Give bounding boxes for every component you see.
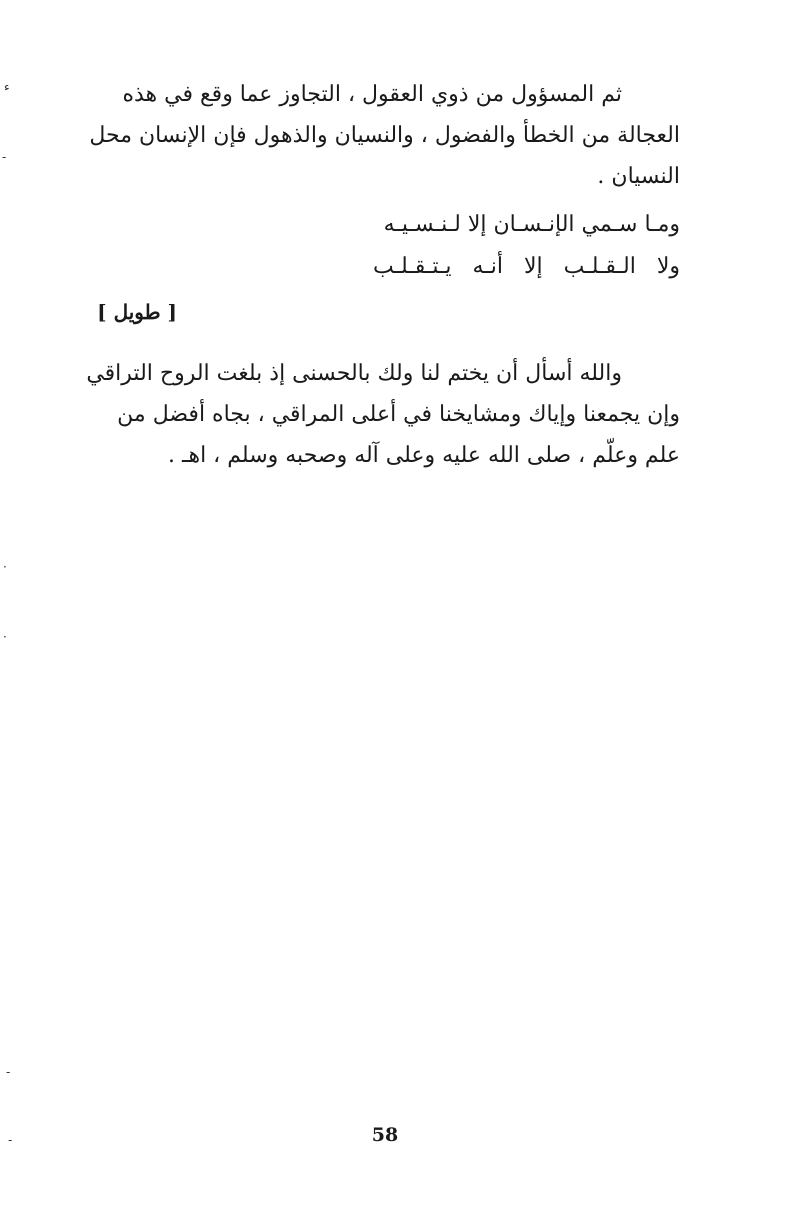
margin-mark: · — [3, 560, 7, 574]
poetic-meter-label: [ طويل ] — [97, 300, 177, 324]
text-line: علم وعلّم ، صلى الله عليه وعلى آله وصحبه وسلم ، اهـ . — [168, 443, 680, 468]
paragraph-1 — [88, 74, 680, 197]
text-line: والله أسأل أن يختم لنا ولك بالحسنى إذ بلغت الروح التراقي — [86, 361, 622, 386]
verse-line-1: ومـا سـمي الإنـسـان إلا لـنـسـيـه — [383, 212, 680, 237]
page-number: 58 — [371, 1124, 399, 1146]
paragraph-2 — [88, 353, 680, 476]
margin-mark: - — [8, 1133, 13, 1147]
text-line: ثم المسؤول من ذوي العقول ، التجاوز عما وقع في هذه — [122, 82, 622, 107]
margin-mark: - — [6, 1065, 11, 1079]
margin-mark: · — [3, 630, 7, 644]
text-line: العجالة من الخطأ والفضول ، والنسيان والذهول فإن الإنسان محل — [89, 123, 680, 148]
verse-line-2: ولا الـقـلـب إلا أنـه يـتـقـلـب — [372, 254, 680, 279]
margin-mark: ء — [4, 80, 10, 94]
margin-mark: - — [2, 150, 7, 164]
text-line: النسيان . — [597, 164, 680, 189]
text-line: وإن يجمعنا وإياك ومشايخنا في أعلى المراقي ، بجاه أفضل من — [117, 402, 680, 427]
